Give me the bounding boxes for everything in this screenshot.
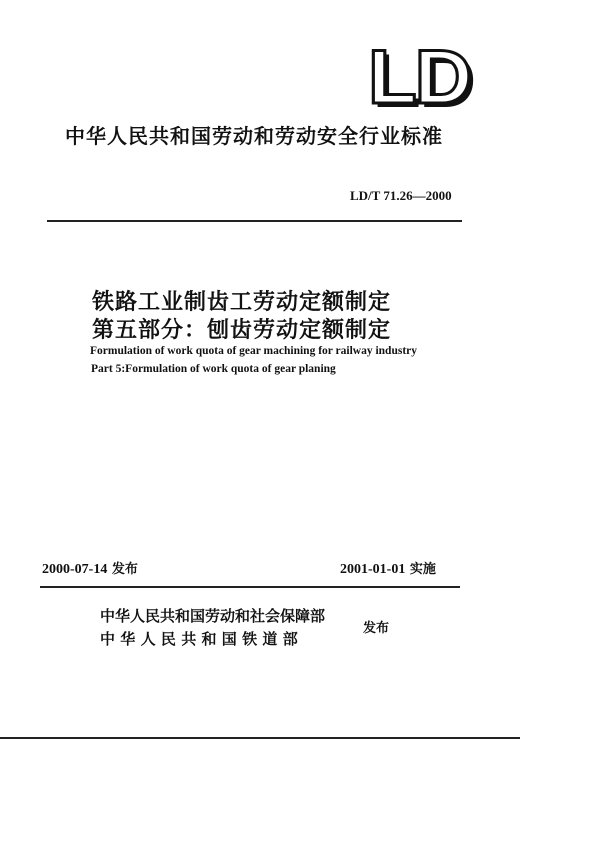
release-date: 2000-07-14 — [42, 562, 108, 577]
ld-logo: LD — [368, 35, 471, 120]
title-cn-line2: 第五部分：刨齿劳动定额制定 — [92, 318, 392, 343]
effective-label: 实施 — [409, 562, 436, 577]
issuer-line2: 中华人民共和国铁道部 — [100, 630, 304, 648]
standard-code: LD/T 71.26—2000 — [350, 188, 452, 203]
dates-divider — [40, 586, 460, 588]
title-en-line2: Part 5:Formulation of work quota of gear planing — [91, 363, 336, 375]
effective-info — [340, 558, 436, 578]
release-info — [42, 558, 138, 578]
release-label: 发布 — [111, 562, 138, 577]
bottom-divider — [0, 737, 520, 739]
top-divider — [47, 220, 462, 222]
issue-action: 发布 — [363, 621, 390, 636]
effective-date: 2001-01-01 — [340, 562, 406, 577]
standard-category: 中华人民共和国劳动和劳动安全行业标准 — [65, 124, 443, 148]
title-cn-line1: 铁路工业制齿工劳动定额制定 — [92, 290, 392, 315]
title-en-line1: Formulation of work quota of gear machining for railway industry — [90, 345, 418, 357]
issuer-line1: 中华人民共和国劳动和社会保障部 — [100, 607, 326, 625]
